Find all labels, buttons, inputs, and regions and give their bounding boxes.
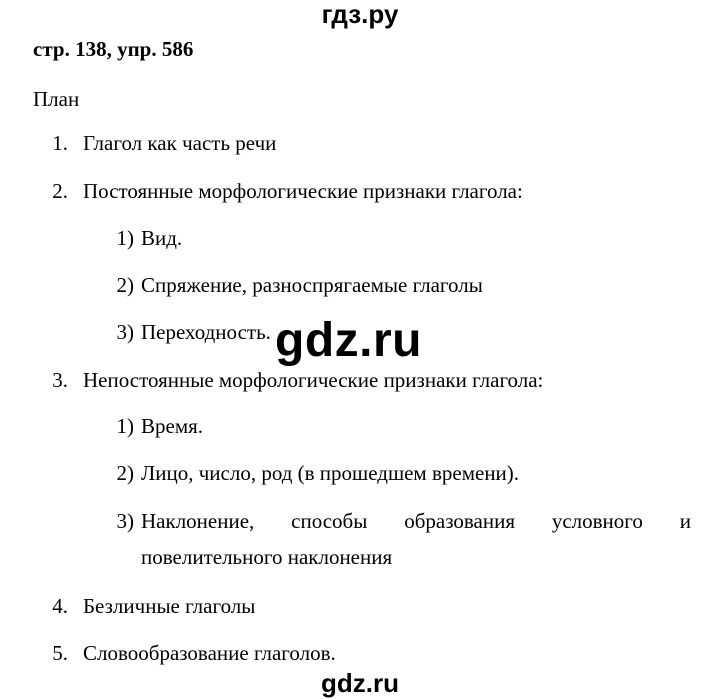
- plan-subitem-number: 3): [116, 320, 134, 344]
- plan-subitem-text: Лицо, число, род (в прошедшем времени).: [141, 461, 520, 485]
- plan-item-number: 5.: [52, 641, 68, 665]
- exercise-heading: стр. 138, упр. 586: [33, 37, 194, 61]
- plan-label: План: [33, 87, 80, 111]
- plan-subitem-number: 3): [116, 509, 134, 533]
- plan-item-number: 3.: [52, 368, 68, 392]
- plan-subitem-text: Вид.: [141, 226, 183, 250]
- plan-item-text: Постоянные морфологические признаки глагола:: [83, 179, 523, 203]
- plan-subitem-number: 2): [116, 273, 134, 297]
- plan-item-number: 2.: [52, 179, 68, 203]
- plan-subitem-number: 1): [116, 414, 134, 438]
- plan-subitem-number: 1): [116, 226, 134, 250]
- plan-item-number: 4.: [52, 594, 68, 618]
- plan-item-text: Безличные глаголы: [83, 594, 256, 618]
- plan-item-text: Глагол как часть речи: [83, 131, 277, 155]
- plan-subitem-text-continuation: повелительного наклонения: [141, 545, 393, 569]
- site-brand-header: гдз.ру: [321, 0, 399, 29]
- plan-item-text: Непостоянные морфологические признаки глагола:: [83, 368, 544, 392]
- plan-subitem-text: Время.: [141, 414, 204, 438]
- plan-subitem-number: 2): [116, 461, 134, 485]
- plan-item-text: Словообразование глаголов.: [83, 641, 336, 665]
- plan-subitem-text: Спряжение, разноспрягаемые глаголы: [141, 273, 483, 297]
- plan-subitem-text: Наклонение, способы образования условного и: [141, 509, 691, 533]
- plan-item-number: 1.: [52, 131, 68, 155]
- watermark-logo: gdz.ru: [275, 314, 422, 367]
- watermark-footer: gdz.ru: [321, 668, 399, 698]
- plan-subitem-text: Переходность.: [141, 320, 271, 344]
